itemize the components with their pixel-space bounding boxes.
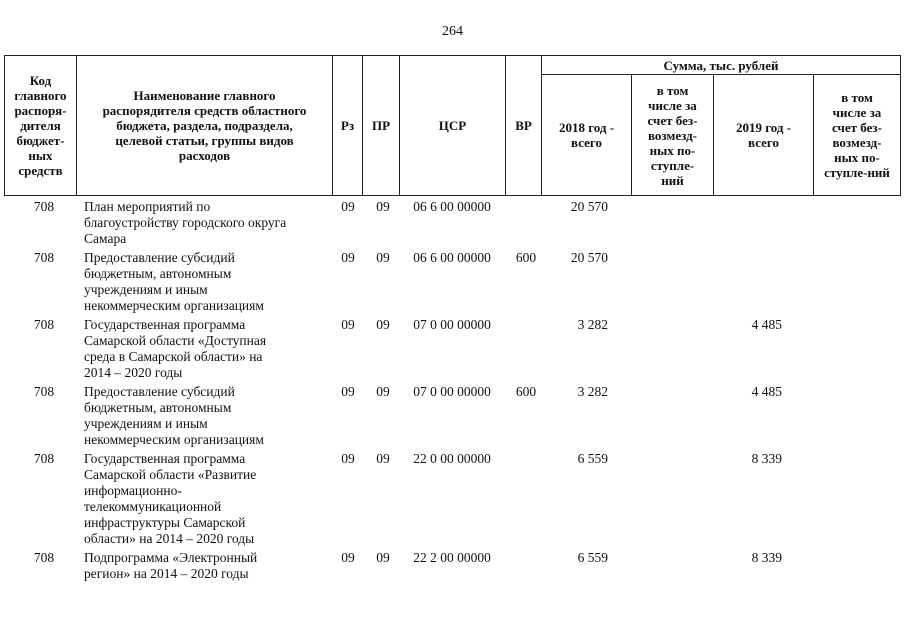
cell-vr: 600 [515,384,537,399]
table-row [0,199,905,247]
cell-name-line: инфраструктуры Самарской [84,515,246,530]
cell-2018-total: 20 570 [570,250,608,265]
header-2019-incl: в том числе за счет без-возмезд-ных по-ступле-ний [824,90,890,180]
cell-name [84,199,334,247]
cell-name-line: регион» на 2014 – 2020 годы [84,566,249,581]
cell-name [84,451,334,547]
header-code: Код главного распоря-дителя бюджет-ных средств [5,56,77,195]
cell-pr: 09 [376,550,390,565]
cell-rz: 09 [341,451,355,466]
cell-name-line: Государственная программа [84,451,246,466]
page-number: 264 [442,24,463,39]
cell-name-line: Самарской области «Развитие [84,467,257,482]
cell-name-line: Государственная программа [84,317,246,332]
table-row [0,550,905,582]
cell-name-line: некоммерческим организациям [84,298,264,313]
cell-csr: 22 0 00 00000 [413,451,491,466]
cell-csr: 22 2 00 00000 [413,550,491,565]
header-2018-incl: в том числе за счет без-возмезд-ных по-ступле-ний [632,75,714,195]
cell-name-line: среда в Самарской области» на [84,349,263,364]
cell-name [84,317,334,381]
cell-name-line: телекоммуникационной [84,499,222,514]
header-csr: ЦСР [400,56,506,195]
cell-code: 708 [33,451,55,466]
cell-name-line: некоммерческим организациям [84,432,264,447]
cell-name-line: Самара [84,231,127,246]
cell-name-line: Подпрограмма «Электронный [84,550,258,565]
cell-2018-total: 20 570 [570,199,608,214]
header-name: Наименование главного распорядителя средств областного бюджета, раздела, подраздела, целевой статьи, группы видов расходов [77,56,333,195]
cell-2019-total: 4 485 [751,317,782,332]
cell-pr: 09 [376,384,390,399]
cell-rz: 09 [341,384,355,399]
cell-csr: 07 0 00 00000 [413,317,491,332]
header-sum-title: Сумма, тыс. рублей [663,57,779,73]
cell-name-line: благоустройству городского округа [84,215,287,230]
cell-name-line: 2014 – 2020 годы [84,365,183,380]
cell-code: 708 [33,384,55,399]
cell-name-line: Самарской области «Доступная [84,333,267,348]
cell-csr: 06 6 00 00000 [413,199,491,214]
cell-2019-total: 8 339 [751,550,782,565]
table-row [0,451,905,547]
cell-code: 708 [33,199,55,214]
header-rz: Рз [333,56,363,195]
table-row [0,384,905,448]
cell-pr: 09 [376,199,390,214]
cell-pr: 09 [376,451,390,466]
header-2019: 2019 год - всего [714,75,814,195]
cell-rz: 09 [341,199,355,214]
cell-name-line: области» на 2014 – 2020 годы [84,531,255,546]
cell-name-line: учреждениям и иным [84,416,208,431]
cell-code: 708 [33,550,55,565]
cell-2018-total: 3 282 [577,384,608,399]
cell-pr: 09 [376,317,390,332]
table-row [0,317,905,381]
cell-2019-total: 4 485 [751,384,782,399]
cell-code: 708 [33,317,55,332]
header-vr: ВР [506,56,542,195]
cell-name-line: бюджетным, автономным [84,266,232,281]
cell-2019-total: 8 339 [751,451,782,466]
cell-name [84,550,334,582]
cell-2018-total: 3 282 [577,317,608,332]
cell-pr: 09 [376,250,390,265]
cell-csr: 06 6 00 00000 [413,250,491,265]
cell-name-line: Предоставление субсидий [84,250,235,265]
cell-rz: 09 [341,317,355,332]
cell-name [84,250,334,314]
cell-code: 708 [33,250,55,265]
cell-name [84,384,334,448]
cell-2018-total: 6 559 [577,451,608,466]
cell-name-line: Предоставление субсидий [84,384,235,399]
cell-name-line: информационно- [84,483,182,498]
cell-name-line: бюджетным, автономным [84,400,232,415]
header-2018: 2018 год - всего [542,75,632,195]
cell-rz: 09 [341,550,355,565]
header-pr: ПР [363,56,400,195]
cell-vr: 600 [515,250,537,265]
cell-rz: 09 [341,250,355,265]
table-row [0,250,905,314]
cell-name-line: учреждениям и иным [84,282,208,297]
cell-csr: 07 0 00 00000 [413,384,491,399]
cell-2018-total: 6 559 [577,550,608,565]
cell-name-line: План мероприятий по [84,199,211,214]
table-header [4,55,901,196]
